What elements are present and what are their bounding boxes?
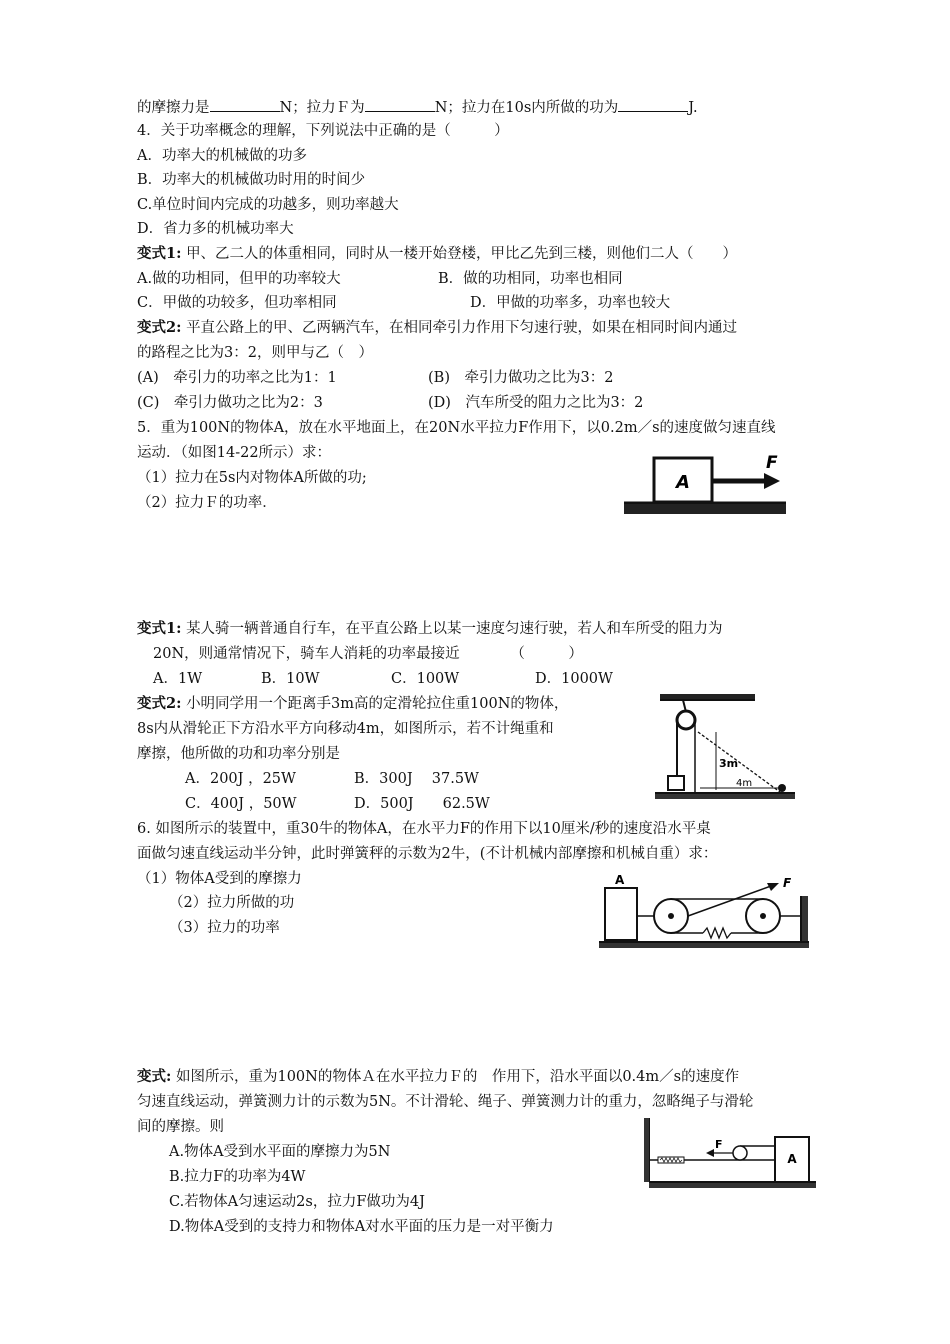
text-segment: N；拉力在10s内所做的功为 — [434, 100, 619, 116]
question-text-line: 20N，则通常情况下，骑车人消耗的功率最接近 （ ） — [153, 646, 583, 662]
variant-label: 变式1: — [137, 245, 182, 262]
sub-question-2: （2）拉力所做的功 — [169, 895, 295, 911]
option-a: A.做的功相同，但甲的功率较大 — [137, 271, 341, 287]
height-label: 3m — [719, 757, 739, 770]
left-pulley-axle — [668, 913, 674, 919]
option-b: B．做的功相同，功率也相同 — [438, 271, 623, 287]
question-text: 甲、乙二人的体重相同，同时从一楼开始登楼，甲比乙先到三楼，则他们二人（ ） — [186, 246, 738, 262]
question-text: 如图所示，重为100N的物体Ａ在水平拉力Ｆ的 作用下，沿水平面以0.4m／s的速度作 — [175, 1069, 740, 1085]
option-c: C．甲做的功较多，但功率相同 — [137, 295, 337, 311]
force-arrow-head — [764, 473, 780, 489]
sub-question-1: （1）拉力在5s内对物体A所做的功; — [137, 470, 367, 486]
option-d: D．500J 62.5W — [354, 796, 490, 812]
question-text-line: 摩擦，他所做的功和功率分别是 — [137, 746, 340, 762]
question-5: 5．重为100N的物体A，放在水平地面上，在20N水平拉力F作用下，以0.2m／s的速度做匀速直线 — [137, 420, 776, 436]
pulley-figure — [650, 690, 800, 810]
option-c: C.单位时间内完成的功越多，则功率越大 — [137, 197, 399, 213]
right-pulley-axle — [760, 913, 766, 919]
wall-hatch — [644, 1118, 649, 1182]
variant-label: 变式1: — [137, 620, 182, 637]
option-b: B．300J 37.5W — [354, 771, 479, 787]
force-arrow-head — [706, 1149, 714, 1157]
block-label: A — [676, 472, 690, 493]
answer-blank[interactable] — [210, 98, 280, 112]
floor-hatch — [655, 794, 795, 799]
pulley-wheel — [733, 1146, 747, 1160]
distance-label: 4m — [736, 778, 753, 789]
text-segment: J. — [688, 100, 698, 116]
question-text: 某人骑一辆普通自行车，在平直公路上以某一速度匀速行驶，若人和车所受的阻力为 — [186, 621, 723, 637]
pulley-wheel — [677, 711, 695, 729]
spring-scale — [703, 928, 731, 938]
force-label: F — [715, 1138, 723, 1151]
block-label: A — [615, 873, 625, 887]
text-segment: N；拉力Ｆ为 — [279, 100, 365, 116]
spring-scale-figure — [640, 1112, 820, 1194]
weight-box — [668, 776, 684, 790]
option-b: B．功率大的机械做功时用的时间少 — [137, 172, 366, 188]
question-text: 平直公路上的甲、乙两辆汽车，在相同牵引力作用下匀速行驶，如果在相同时间内通过 — [186, 320, 738, 336]
option-a: A．1W — [153, 671, 203, 687]
variant-1-question — [137, 245, 737, 263]
option-d: D．1000W — [535, 671, 613, 687]
option-d: D．省力多的机械功率大 — [137, 221, 294, 237]
block-a — [605, 888, 637, 940]
option-c: (C) 牵引力做功之比为2：3 — [137, 395, 323, 411]
variant-label: 变式2: — [137, 319, 182, 336]
option-d: D．甲做的功率多，功率也较大 — [470, 295, 671, 311]
question-text-line: 匀速直线运动，弹簧测力计的示数为5N。不计滑轮、绳子、弹簧测力计的重力，忽略绳子与滑轮 — [137, 1094, 754, 1110]
question-4: 4．关于功率概念的理解，下列说法中正确的是（ ） — [137, 123, 509, 139]
fill-blank-line — [137, 98, 698, 117]
variant-label: 变式: — [137, 1068, 172, 1085]
sub-question-3: （3）拉力的功率 — [169, 920, 280, 936]
option-d: D.物体A受到的支持力和物体A对水平面的压力是一对平衡力 — [169, 1219, 554, 1235]
option-b: B.拉力F的功率为4W — [169, 1169, 306, 1185]
variant-question — [137, 1068, 739, 1086]
answer-blank[interactable] — [365, 98, 435, 112]
variant-2-question — [137, 695, 568, 713]
variant-1-question — [137, 620, 723, 638]
force-label: F — [783, 876, 792, 890]
person-hand — [778, 784, 786, 792]
block-pull-figure — [620, 448, 790, 520]
block-label: A — [787, 1152, 797, 1166]
option-a: A．功率大的机械做的功多 — [137, 148, 307, 164]
text-segment: 的摩擦力是 — [137, 100, 210, 116]
option-a: (A) 牵引力的功率之比为1：1 — [137, 370, 337, 386]
variant-label: 变式2: — [137, 695, 182, 712]
question-6: 6. 如图所示的装置中，重30牛的物体A，在水平力F的作用下以10厘米/秒的速度沿水平桌 — [137, 821, 711, 837]
answer-blank[interactable] — [618, 98, 688, 112]
wall-hatch — [802, 896, 808, 942]
variant-2-question — [137, 319, 737, 337]
sub-question-1: （1）物体A受到的摩擦力 — [137, 871, 302, 887]
question-text-line: 的路程之比为3：2，则甲与乙（ ） — [137, 345, 373, 361]
option-c: C．400J ，50W — [185, 796, 297, 812]
question-text: 小明同学用一个距离手3m高的定滑轮拉住重100N的物体， — [186, 696, 569, 712]
option-a: A.物体A受到水平面的摩擦力为5N — [169, 1144, 391, 1160]
question-text-line: 面做匀速直线运动半分钟，此时弹簧秤的示数为2牛，(不计机械内部摩擦和机械自重）求： — [137, 846, 718, 862]
question-text-line: 间的摩擦。则 — [137, 1119, 224, 1135]
option-b: (B) 牵引力做功之比为3：2 — [428, 370, 614, 386]
question-text-line: 运动．（如图14-22所示）求： — [137, 445, 332, 461]
table-hatch — [599, 943, 809, 948]
spring-pulley-figure — [595, 868, 817, 950]
ground-hatch — [624, 504, 786, 514]
option-d: (D) 汽车所受的阻力之比为3：2 — [428, 395, 644, 411]
option-c: C．100W — [391, 671, 460, 687]
option-a: A．200J ，25W — [185, 771, 296, 787]
force-label: F — [766, 453, 778, 473]
option-b: B．10W — [261, 671, 320, 687]
question-text-line: 8s内从滑轮正下方沿水平方向移动4m，如图所示，若不计绳重和 — [137, 721, 554, 737]
option-c: C.若物体A匀速运动2s，拉力F做功为4J — [169, 1194, 425, 1210]
floor-hatch — [649, 1183, 816, 1188]
sub-question-2: （2）拉力Ｆ的功率． — [137, 495, 277, 511]
